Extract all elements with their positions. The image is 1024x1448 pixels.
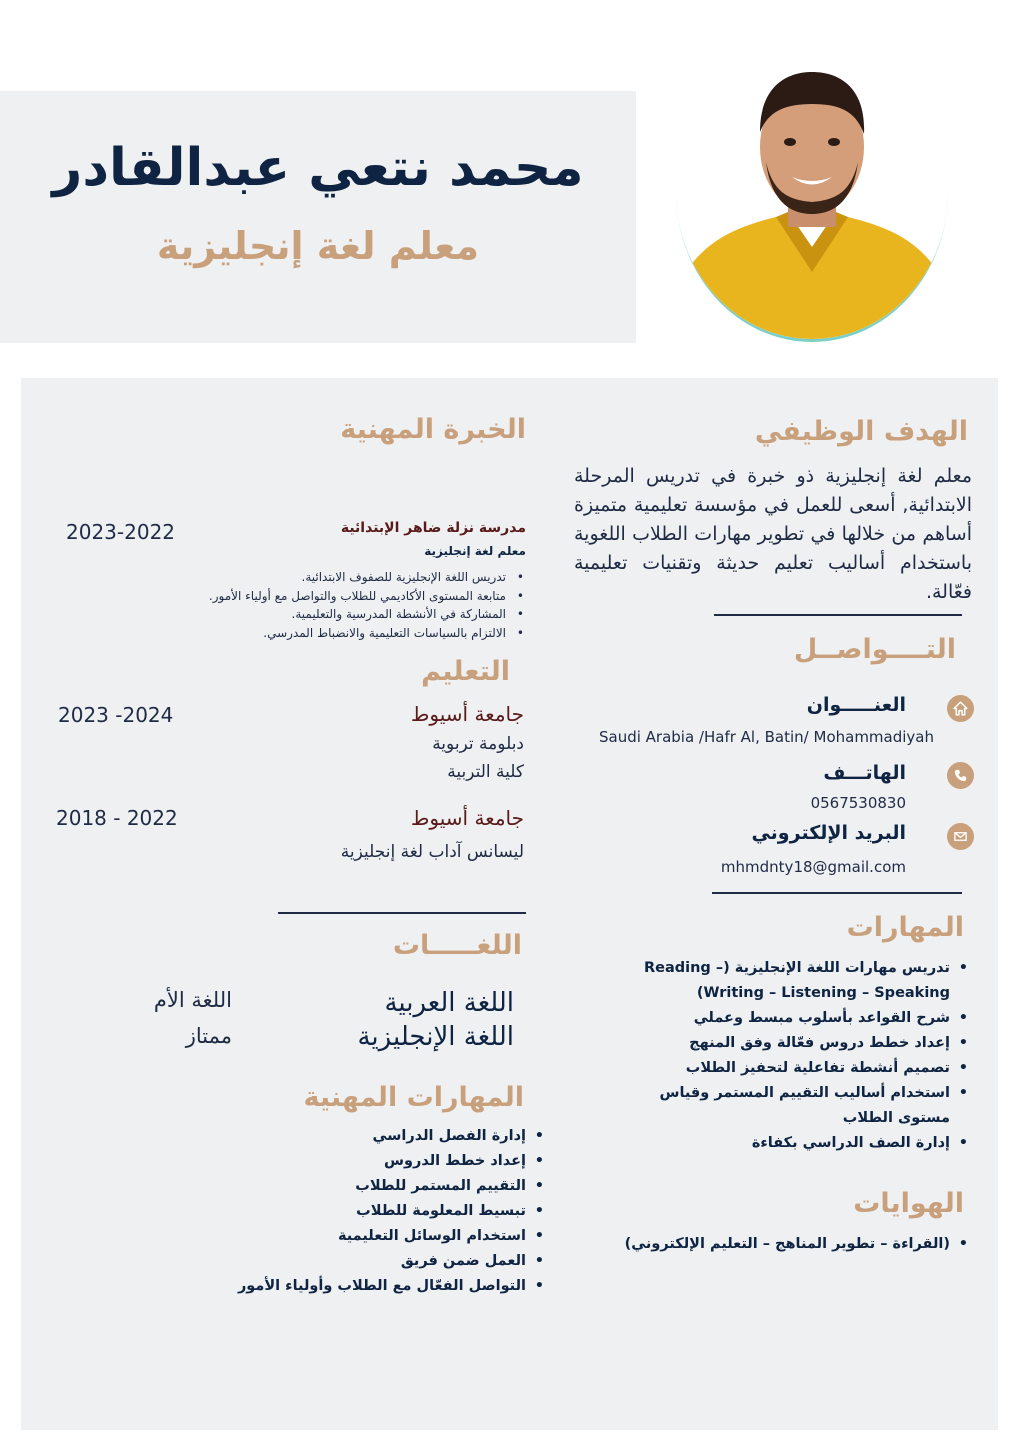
mail-icon [947,823,974,850]
experience-employer: مدرسة نزلة ضاهر الإبتدائية [340,520,526,536]
profile-photo-illustration [676,42,948,342]
email-value: mhmdnty18@gmail.com [720,858,906,876]
languages-heading: اللغـــــات [392,930,522,961]
job-title: معلم لغة إنجليزية [156,224,480,268]
hobbies-list [606,1232,968,1257]
language-level: ممتاز [185,1024,232,1048]
pro-skills-heading: المهارات المهنية [303,1082,524,1113]
address-label: العنـــــوان [806,694,906,716]
divider [714,614,962,616]
divider [712,892,962,894]
education-years: 2023 -2024 [58,703,174,727]
list-item: • تدريس مهارات اللغة الإنجليزية (Reading – Writing – Listening – Speaking) [606,956,968,1006]
education-heading: التعليم [421,656,510,687]
email-label: البريد الإلكتروني [751,822,906,844]
header-band [0,91,636,343]
pro-skills-list [220,1124,544,1299]
hobbies-heading: الهوايات [853,1188,964,1219]
list-item: • إدارة الفصل الدراسي [220,1124,544,1149]
list-item: • إعداد خطط دروس فعّالة وفق المنهج [606,1031,968,1056]
education-university: جامعة أسيوط [410,806,524,830]
language-name: اللغة الإنجليزية [357,1022,514,1052]
list-item: • التواصل الفعّال مع الطلاب وأولياء الأمور [220,1274,544,1299]
experience-heading: الخبرة المهنية [340,414,526,445]
list-item: • التقييم المستمر للطلاب [220,1174,544,1199]
contact-heading: التــــواصــل [793,634,956,665]
experience-years: 2023-2022 [66,520,176,544]
home-icon [947,695,974,722]
list-item: • شرح القواعد بأسلوب مبسط وعملي [606,1006,968,1031]
list-item: • تصميم أنشطة تفاعلية لتحفيز الطلاب [606,1056,968,1081]
divider [278,912,526,914]
skills-heading: المهارات [846,912,964,943]
list-item: • تبسيط المعلومة للطلاب [220,1199,544,1224]
list-item: • إعداد خطط الدروس [220,1149,544,1174]
phone-label: الهاتـــف [823,762,906,784]
education-years: 2018 - 2022 [56,806,178,830]
education-university: جامعة أسيوط [410,702,524,726]
list-item: • (القراءة – تطوير المناهج – التعليم الإلكتروني) [606,1232,968,1257]
experience-duties [140,568,524,642]
address-value: Saudi Arabia /Hafr Al, Batin/ Mohammadiyah [598,728,934,746]
education-detail: كلية التربية [447,762,524,782]
skills-list [606,956,968,1156]
list-item: • متابعة المستوى الأكاديمي للطلاب والتواصل مع أولياء الأمور. [140,587,524,606]
list-item: • المشاركة في الأنشطة المدرسية والتعليمية. [140,605,524,624]
list-item: • الالتزام بالسياسات التعليمية والانضباط المدرسي. [140,624,524,643]
objective-text: معلم لغة إنجليزية ذو خبرة في تدريس المرحلة الابتدائية, أسعى للعمل في مؤسسة تعليمية متميزة أساهم من خلالها في تطوير مهارات الطلاب اللغوية باستخدام أساليب تعليم حديثة وتقنيات تعليمية فعّالة. [574,465,972,603]
phone-icon [947,762,974,789]
objective-heading: الهدف الوظيفي [754,416,968,447]
list-item: • العمل ضمن فريق [220,1249,544,1274]
language-name: اللغة العربية [384,988,514,1018]
list-item: • استخدام الوسائل التعليمية [220,1224,544,1249]
experience-role: معلم لغة إنجليزية [424,544,526,558]
list-item: • استخدام أساليب التقييم المستمر وقياس مستوى الطلاب [606,1081,968,1131]
list-item: • إدارة الصف الدراسي بكفاءة [606,1131,968,1156]
phone-value: 0567530830 [810,794,906,812]
profile-photo [676,42,948,342]
list-item: • تدريس اللغة الإنجليزية للصفوف الابتدائية. [140,568,524,587]
person-name: محمد نتعي عبدالقادر [52,138,584,198]
education-detail: ليسانس آداب لغة إنجليزية [340,842,524,862]
language-level: اللغة الأم [153,988,232,1012]
education-detail: دبلومة تربوية [432,734,524,754]
